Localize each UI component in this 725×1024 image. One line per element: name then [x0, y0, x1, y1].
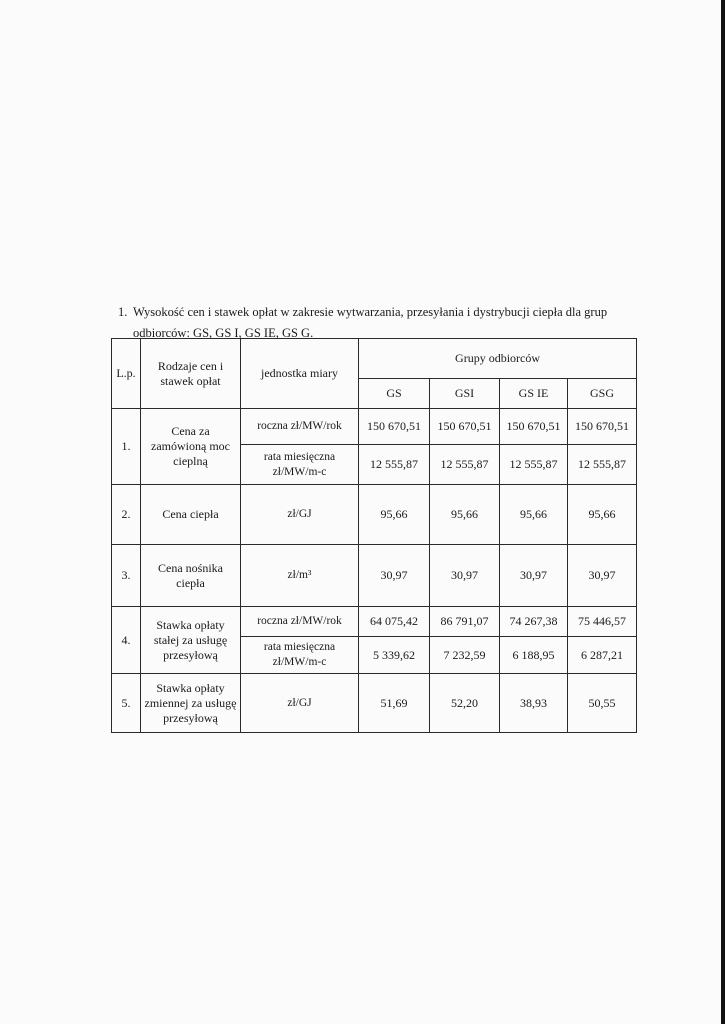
row-unit: rata miesięczna zł/MW/m-c	[241, 445, 359, 485]
row-value: 95,66	[568, 485, 637, 545]
header-group-gs: GS	[359, 379, 430, 409]
row-value: 150 670,51	[500, 409, 568, 445]
table-row	[112, 485, 637, 545]
row-lp: 4.	[112, 607, 141, 674]
row-lp: 5.	[112, 674, 141, 733]
row-value: 6 188,95	[500, 637, 568, 674]
row-value: 95,66	[359, 485, 430, 545]
row-unit: rata miesięczna zł/MW/m-c	[241, 637, 359, 674]
section-title: Wysokość cen i stawek opłat w zakresie wytwarzania, przesyłania i dystrybucji ciepła dla grup odbiorców: GS, GS I, GS IE, GS G.	[133, 305, 608, 340]
row-value: 30,97	[568, 545, 637, 607]
header-group-gsi: GSI	[430, 379, 500, 409]
row-value: 30,97	[430, 545, 500, 607]
row-value: 30,97	[359, 545, 430, 607]
row-unit: zł/m³	[241, 545, 359, 607]
row-lp: 1.	[112, 409, 141, 485]
row-lp: 3.	[112, 545, 141, 607]
row-value: 12 555,87	[568, 445, 637, 485]
table-row	[112, 545, 637, 607]
table-row	[112, 607, 637, 637]
row-value: 7 232,59	[430, 637, 500, 674]
row-name: Stawka opłaty zmiennej za usługę przesyłową	[141, 674, 241, 733]
row-value: 51,69	[359, 674, 430, 733]
header-group-gsg: GSG	[568, 379, 637, 409]
row-value: 30,97	[500, 545, 568, 607]
header-groups: Grupy odbiorców	[359, 339, 637, 379]
row-name: Cena nośnika ciepła	[141, 545, 241, 607]
row-value: 75 446,57	[568, 607, 637, 637]
row-name: Cena ciepła	[141, 485, 241, 545]
row-value: 12 555,87	[359, 445, 430, 485]
table-row	[112, 674, 637, 733]
section-number: 1.	[118, 305, 128, 319]
row-value: 5 339,62	[359, 637, 430, 674]
row-value: 64 075,42	[359, 607, 430, 637]
row-unit: zł/GJ	[241, 674, 359, 733]
row-value: 150 670,51	[359, 409, 430, 445]
scan-edge	[721, 0, 725, 1024]
row-name: Cena za zamówioną moc cieplną	[141, 409, 241, 485]
header-unit: jednostka miary	[241, 339, 359, 409]
row-value: 38,93	[500, 674, 568, 733]
row-value: 95,66	[430, 485, 500, 545]
row-value: 6 287,21	[568, 637, 637, 674]
row-value: 86 791,07	[430, 607, 500, 637]
rates-table	[111, 338, 637, 733]
header-lp: L.p.	[112, 339, 141, 409]
row-value: 74 267,38	[500, 607, 568, 637]
row-name: Stawka opłaty stałej za usługę przesyłową	[141, 607, 241, 674]
row-value: 150 670,51	[568, 409, 637, 445]
header-group-gsie: GS IE	[500, 379, 568, 409]
header-row	[112, 339, 637, 379]
row-unit: zł/GJ	[241, 485, 359, 545]
header-type: Rodzaje cen i stawek opłat	[141, 339, 241, 409]
row-unit: roczna zł/MW/rok	[241, 409, 359, 445]
row-unit: roczna zł/MW/rok	[241, 607, 359, 637]
row-value: 150 670,51	[430, 409, 500, 445]
table-row	[112, 409, 637, 445]
row-value: 12 555,87	[500, 445, 568, 485]
row-value: 50,55	[568, 674, 637, 733]
row-lp: 2.	[112, 485, 141, 545]
row-value: 12 555,87	[430, 445, 500, 485]
row-value: 52,20	[430, 674, 500, 733]
row-value: 95,66	[500, 485, 568, 545]
